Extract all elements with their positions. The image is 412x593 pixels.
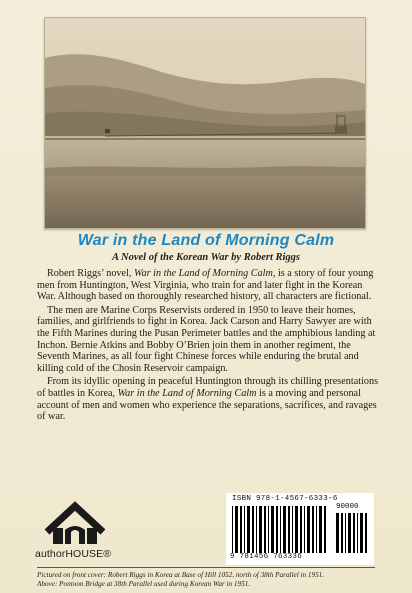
barcode-bar <box>276 506 278 553</box>
barcode-bar <box>252 506 254 553</box>
price-barcode-bars <box>336 513 370 553</box>
barcode-bar <box>357 513 358 553</box>
price-code: 90000 <box>336 503 359 511</box>
barcode-bar <box>319 506 322 553</box>
barcode-bar <box>280 506 281 553</box>
isbn-number: ISBN 978-1-4567-6333-6 <box>232 495 338 503</box>
barcode-bar <box>345 513 346 553</box>
caption-line-2: Above: Pontoon Bridge at 38th Parallel used during Korean War in 1951. <box>37 579 251 588</box>
barcode-bar <box>268 506 269 553</box>
description-paragraph-3 <box>37 376 379 422</box>
divider <box>37 567 375 568</box>
barcode-bar <box>247 506 250 553</box>
book-title: War in the Land of Morning Calm <box>77 232 335 249</box>
barcode <box>226 493 374 565</box>
ean-digits: 9 781456 763336 <box>230 553 303 561</box>
barcode-bar <box>264 506 266 553</box>
barcode-bar <box>353 513 355 553</box>
description-book-title: War in the Land of Morning Calm <box>117 387 257 399</box>
barcode-bar <box>316 506 317 553</box>
book-description <box>37 268 379 425</box>
photo-caption <box>37 571 382 588</box>
barcode-bar <box>324 506 326 553</box>
description-book-title: War in the Land of Morning Calm, <box>133 268 276 279</box>
barcode-bar <box>295 506 298 553</box>
description-text: is a story of four young men from Huntington, West Virginia, who train for and later fight in the Korean War. Although based on thoroughly researched history, all characters are fictional. <box>37 268 374 303</box>
barcode-bar <box>271 506 274 553</box>
pontoon-bridge-photo <box>44 17 366 229</box>
barcode-bar <box>365 513 367 553</box>
description-text: From its idyllic opening in peaceful Huntington through its chilling presentations of battles in Korea, <box>37 376 379 399</box>
description-text: Robert Riggs’ novel, <box>47 268 134 279</box>
barcode-bar <box>283 506 286 553</box>
barcode-bar <box>235 506 238 553</box>
barcode-bar <box>256 506 257 553</box>
barcode-bar <box>259 506 262 553</box>
barcode-bar <box>336 513 339 553</box>
barcode-bar <box>240 506 242 553</box>
barcode-bar <box>244 506 245 553</box>
photo-image <box>45 18 365 228</box>
ean-barcode-bars <box>232 506 328 553</box>
barcode-bar <box>292 506 293 553</box>
caption-line-1: Pictured on front cover: Robert Riggs in Korea at Base of Hill 1052, north of 38th Parallel in 1951. <box>37 571 325 579</box>
barcode-bar <box>312 506 314 553</box>
barcode-bar <box>300 506 302 553</box>
barcode-bar <box>341 513 343 553</box>
description-paragraph-1 <box>37 268 379 303</box>
barcode-bar <box>348 513 351 553</box>
description-paragraph-2: The men are Marine Corps Reservists ordered in 1950 to leave their homes, families, and girlfriends to fight in Korea. Jack Carson and Harry Sawyer are with the Fifth Marines during the Pusan Perimeter battles and the amphibious landing at Inchon. Bernie Atkins and Bobby O’Brien join them in another regiment, the Seventh Marines, as all four fight Chinese forces while enduring the brutal and killing cold of the Chosin Reservoir campaign. <box>37 304 376 374</box>
barcode-bar <box>288 506 290 553</box>
publisher-name: authorHOUSE® <box>35 548 112 560</box>
barcode-bar <box>232 506 233 553</box>
barcode-bar <box>304 506 305 553</box>
barcode-bar <box>360 513 363 553</box>
book-subtitle: A Novel of the Korean War by Robert Riggs <box>111 252 301 263</box>
description-text: is a moving and personal account of men and women who experience the separations, sacrifices, and ravages of war. <box>37 387 377 423</box>
barcode-bar <box>307 506 310 553</box>
